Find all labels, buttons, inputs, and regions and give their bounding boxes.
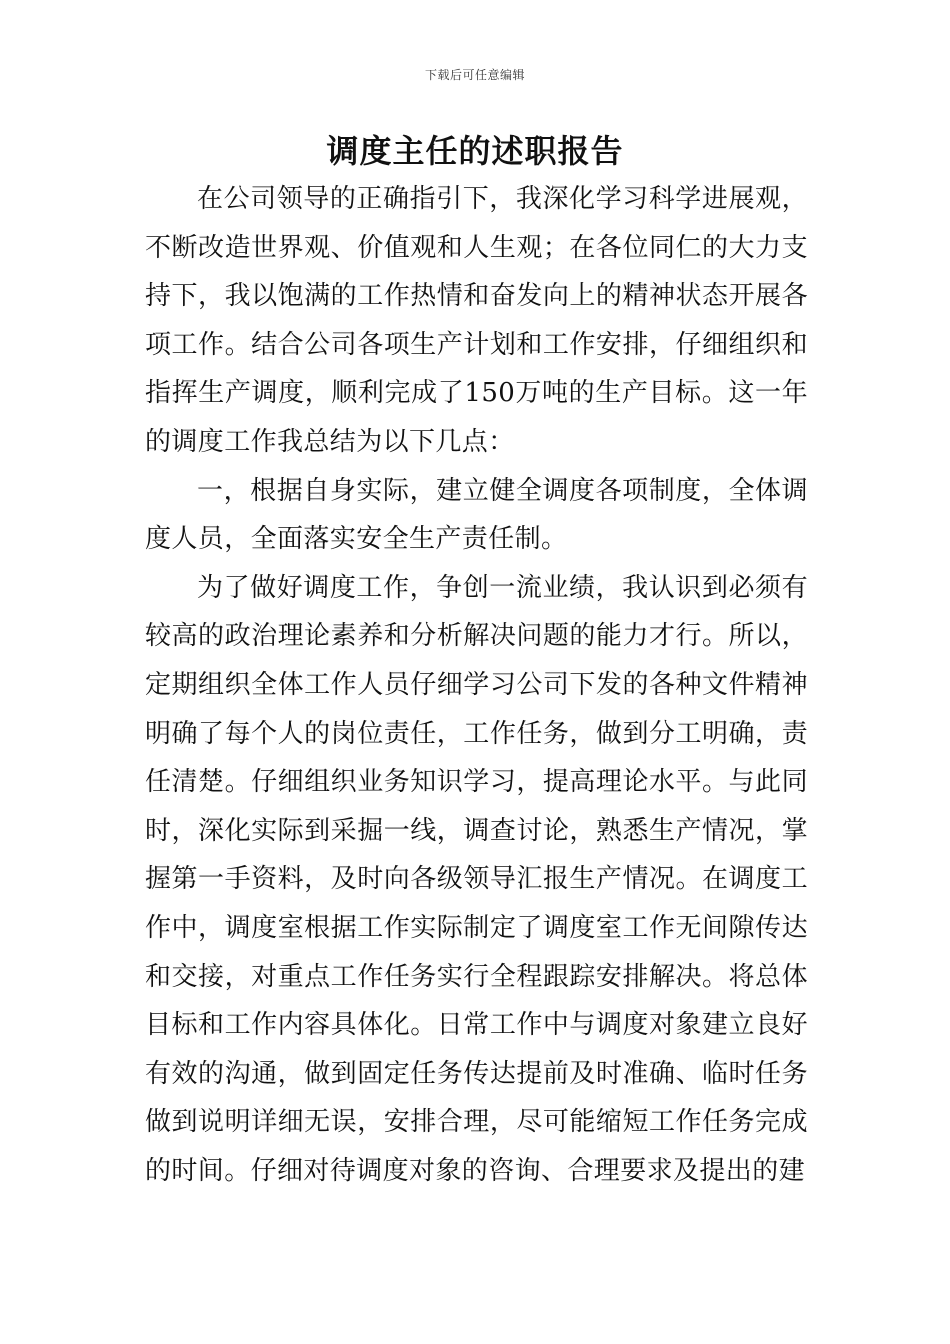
header-note: 下载后可任意编辑 [424,68,525,82]
paragraph-section-one-body: 为了做好调度工作，争创一流业绩，我认识到必须有较高的政治理论素养和分析解决问题的能力才行。所以，定期组织全体工作人员仔细学习公司下发的各种文件精神明确了每个人的岗位责任，工作任务，做到分工明确，责任清楚。仔细组织业务知识学习，提高理论水平。与此同时，深化实际到采掘一线，调查讨论，熟悉生产情况，掌握第一手资料，及时向各级领导汇报生产情况。在调度工作中，调度室根据工作实际制定了调度室工作无间隙传达和交接，对重点工作任务实行全程跟踪安排解决。将总体目标和工作内容具体化。日常工作中与调度对象建立良好有效的沟通，做到固定任务传达提前及时准确、临时任务做到说明详细无误，安排合理，尽可能缩短工作任务完成的时间。仔细对待调度对象的咨询、合理要求及提出的建 [145,572,808,1186]
paragraph-section-one-heading: 一，根据自身实际，建立健全调度各项制度，全体调度人员，全面落实安全生产责任制。 [145,475,808,555]
document-title: 调度主任的述职报告 [326,132,624,170]
document-body [145,175,808,1195]
paragraph-intro: 在公司领导的正确指引下，我深化学习科学进展观，不断改造世界观、价值观和人生观；在各位同仁的大力支持下，我以饱满的工作热情和奋发向上的精神状态开展各项工作。结合公司各项生产计划和工作安排，仔细组织和指挥生产调度，顺利完成了150万吨的生产目标。这一年的调度工作我总结为以下几点： [145,184,808,457]
